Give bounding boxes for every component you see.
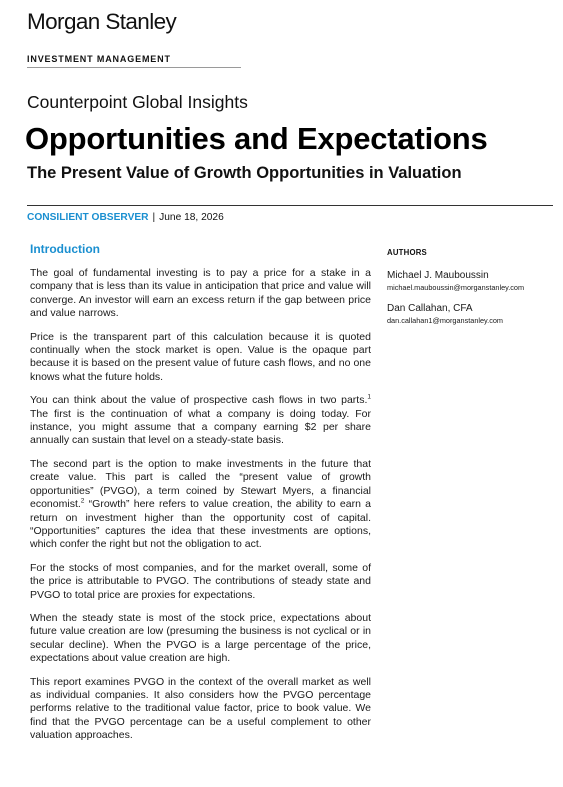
publication-date: June 18, 2026 [159,212,224,223]
authors-label: AUTHORS [387,248,427,257]
body-paragraph: The second part is the option to make investments in the future that create value. This part is called the “present value of growth opportunities” (PVGO), a term coined by Stewart Myers, a financial economist.$^2$ “Growth” here refers to value creation, the ability to earn a return on investment higher than the opportunity cost of capital. “Opportunities” captures the idea that these investments are options, which confer the right but not the obligation to act. [30,457,371,551]
authors-sidebar [387,248,552,336]
body-paragraph: For the stocks of most companies, and for the market overall, some of the price is attributable to PVGO. The contributions of steady state and PVGO to total price are proxies for expectations. [30,561,371,601]
footnote-marker: 1 [367,393,371,401]
body-paragraph: Price is the transparent part of this calculation because it is quoted continually when the stock market is open. Value is the opaque part because it is based on the present value of future cash flows, and no one knows what the future holds. [30,330,371,383]
footnote-marker: 2 [80,497,85,505]
author-entry [387,303,552,326]
title-divider [27,205,553,206]
division-label: INVESTMENT MANAGEMENT [27,54,171,64]
series-name: Counterpoint Global Insights [27,92,248,112]
page-subtitle: The Present Value of Growth Opportunities in Valuation [27,164,462,182]
body-text [30,267,371,753]
publication-line [27,213,224,223]
brand-logo: Morgan Stanley [27,9,177,34]
meta-separator: | [152,212,156,223]
body-paragraph: You can think about the value of prospective cash flows in two parts.$^1$ The first is the continuation of what a company is doing today. For instance, you might assume that a company earning $2 per share annually can sustain that level on a steady-state basis. [30,393,371,447]
page-title: Opportunities and Expectations [25,121,488,156]
section-heading: Introduction [30,242,100,256]
header-divider [27,67,241,68]
publication-name: CONSILIENT OBSERVER [27,212,149,223]
author-entry [387,270,552,293]
body-paragraph: The goal of fundamental investing is to pay a price for a stake in a company that is less than its value in anticipation that price and value will converge. An investor will earn an excess return if the gap between price and value narrows. [30,267,371,320]
author-name: Dan Callahan, CFA [387,303,473,314]
author-email-link[interactable]: dan.callahan1@morganstanley.com [387,316,503,325]
body-paragraph: When the steady state is most of the stock price, expectations about future value creation are low (presuming the business is not cyclical or in secular decline). When the PVGO is a large percentage of the price, expectations about value creation are high. [30,611,371,665]
author-name: Michael J. Mauboussin [387,270,489,281]
body-paragraph: This report examines PVGO in the context of the overall market as well as individual companies. It also considers how the PVGO percentage performs relative to the traditional value factor, price to book value. We find that the PVGO percentage can be a useful complement to other valuation approaches. [30,675,371,742]
author-email-link[interactable]: michael.mauboussin@morganstanley.com [387,283,525,292]
